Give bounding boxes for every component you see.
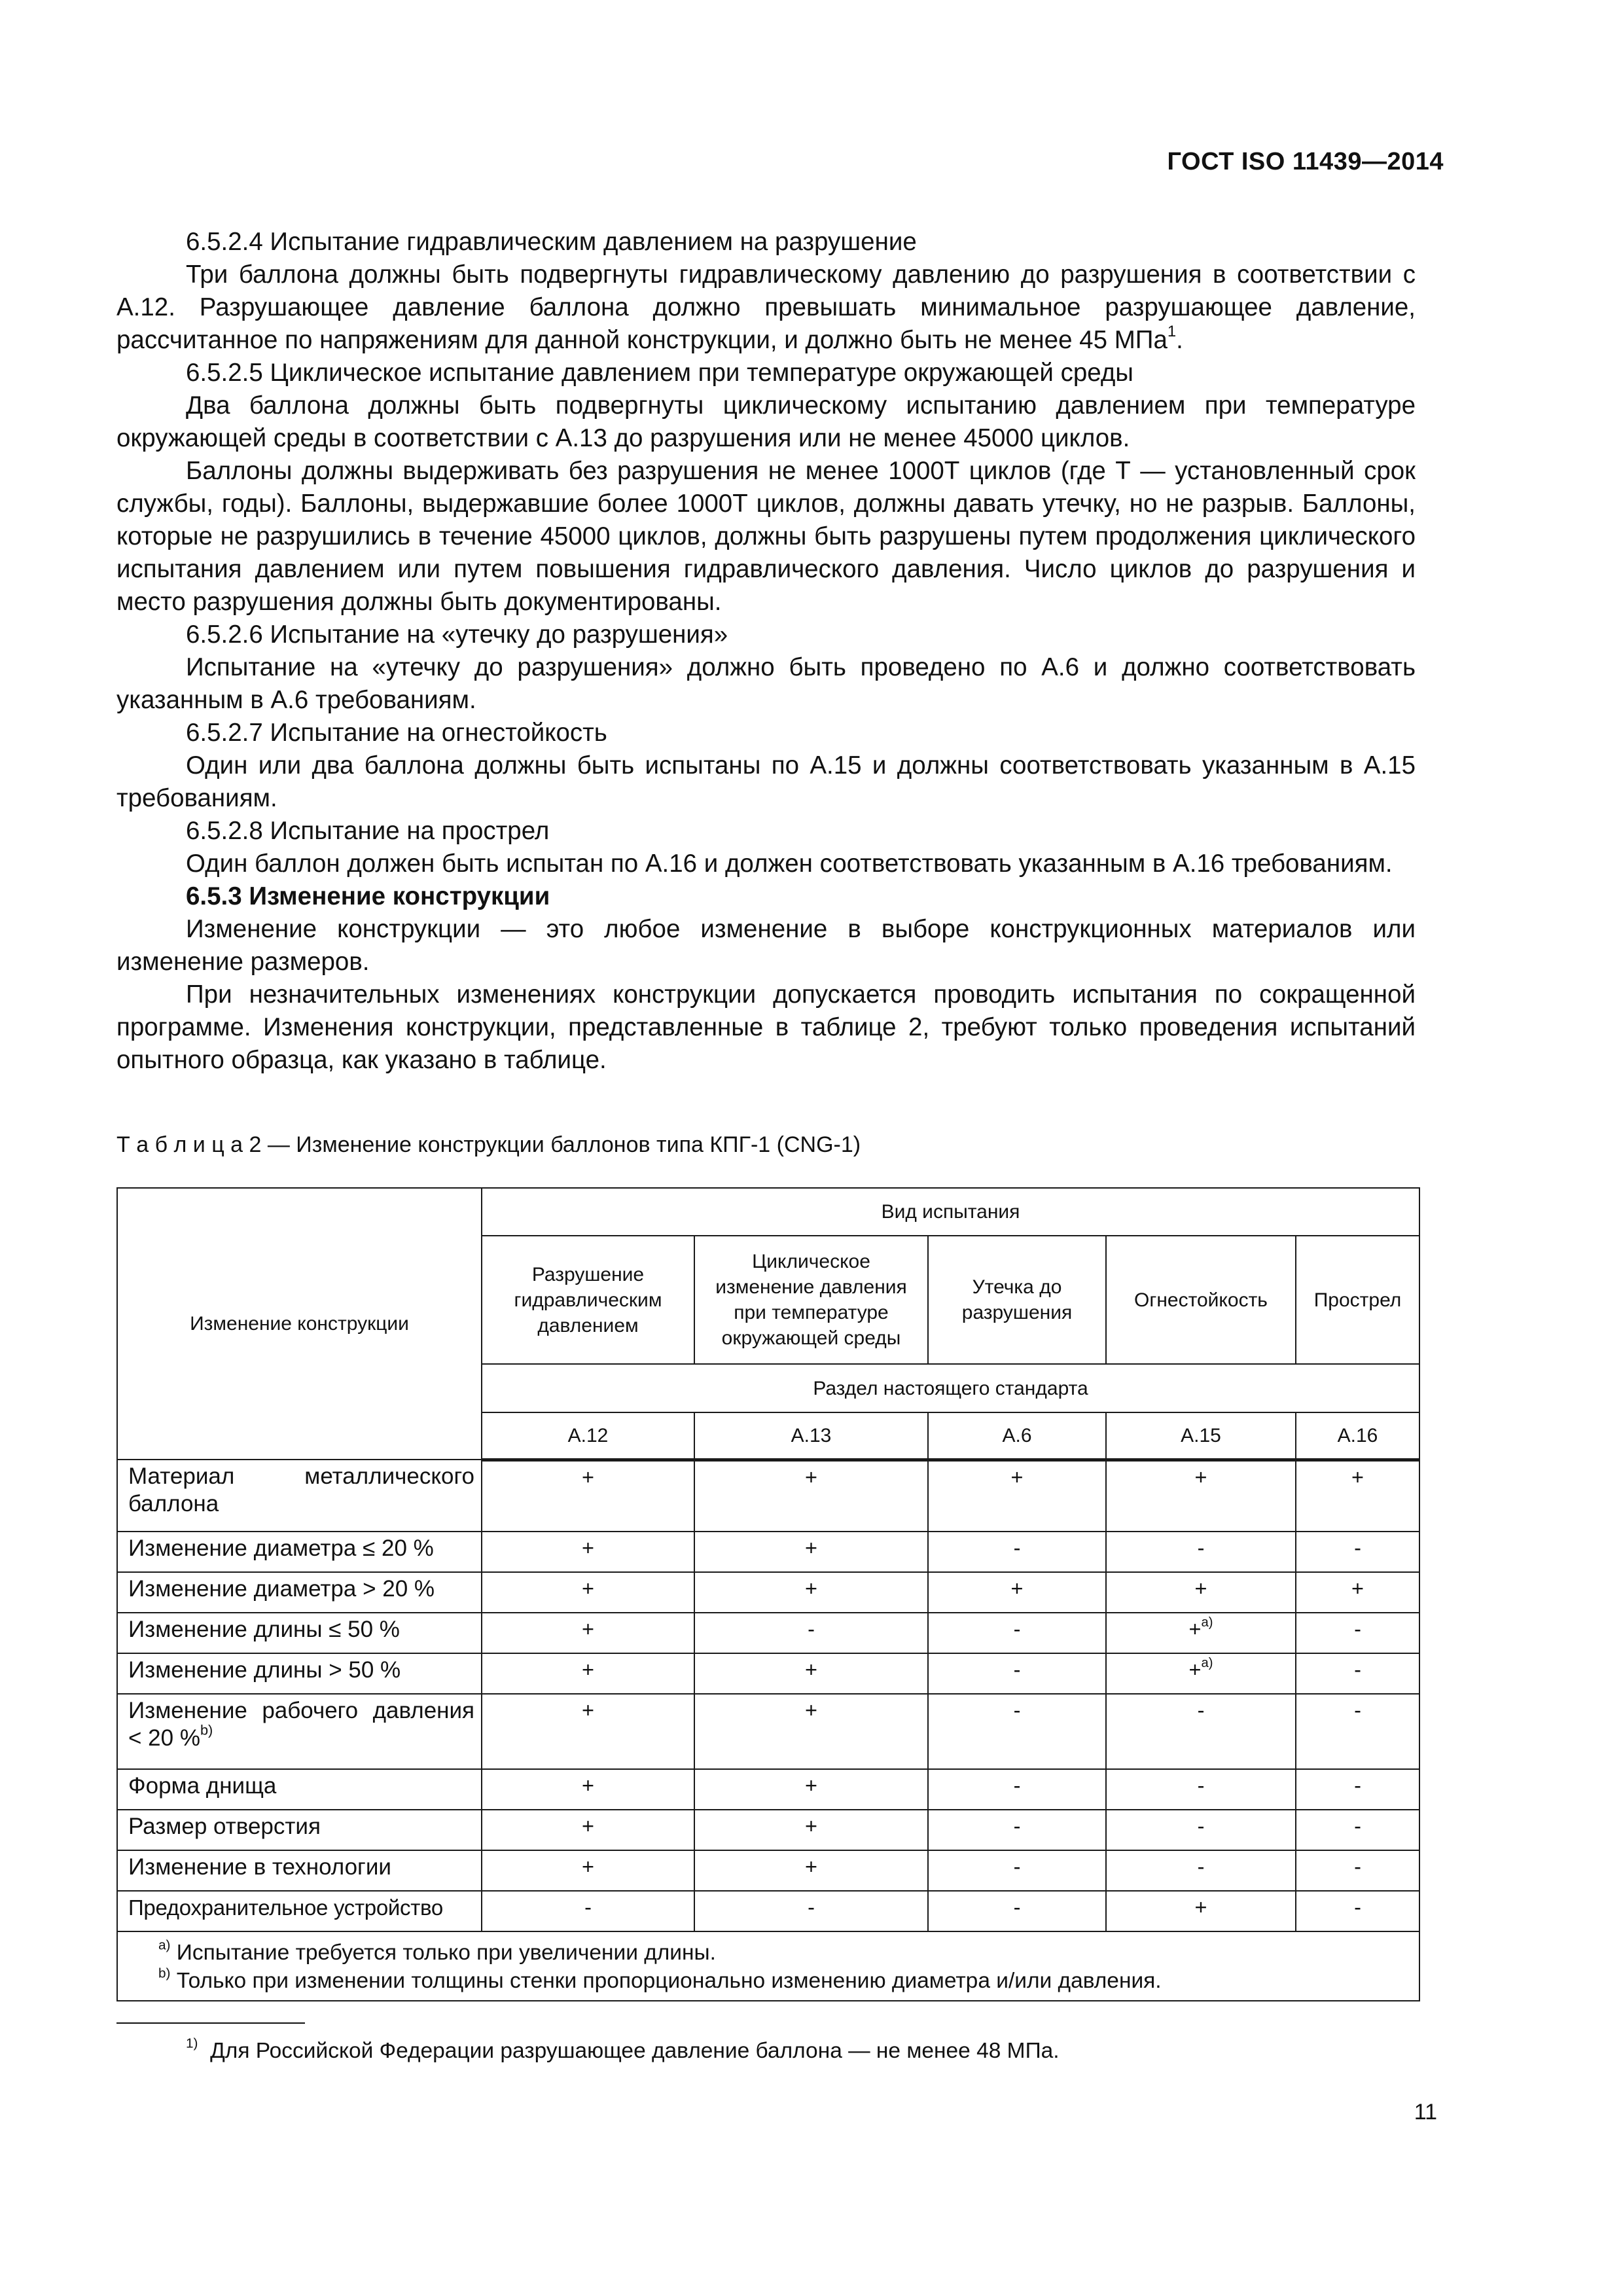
table-row bbox=[117, 1460, 1419, 1532]
paragraph: Испытание на «утечку до разрушения» должно быть проведено по А.6 и должно соответствовать указанным в А.6 требованиям. bbox=[116, 653, 1416, 714]
table-row bbox=[117, 1572, 1419, 1613]
paragraph: Два баллона должны быть подвергнуты циклическому испытанию давлением при температуре окружающей среды в соответствии с А.13 до разрушения или не менее 45000 циклов. bbox=[116, 391, 1416, 452]
table-cell: - bbox=[928, 1810, 1106, 1850]
row-label bbox=[117, 1850, 482, 1891]
row-label-text: Изменение в технологии bbox=[128, 1854, 391, 1880]
table-cell: - bbox=[928, 1891, 1106, 1931]
paragraph bbox=[116, 259, 1416, 357]
paragraph-tail: . bbox=[1176, 326, 1183, 354]
row-label-text: Изменение диаметра > 20 % bbox=[128, 1576, 435, 1602]
table-cell: + bbox=[694, 1850, 928, 1891]
table-cell: - bbox=[928, 1850, 1106, 1891]
row-label-text: Изменение рабочего давления < 20 % bbox=[128, 1698, 474, 1751]
table-cell: +$^{a)}$ bbox=[1106, 1653, 1296, 1694]
section-heading: 6.5.3 Изменение конструкции bbox=[186, 882, 550, 910]
row-label-text: Предохранительное устройство bbox=[128, 1895, 443, 1920]
table-body bbox=[117, 1460, 1419, 1931]
row-header-cell: Изменение конструкции bbox=[117, 1188, 482, 1460]
paragraph: Изменение конструкции — это любое изменение в выборе конструкционных материалов или изменение размеров. bbox=[116, 915, 1416, 976]
table-cell: + bbox=[482, 1694, 694, 1769]
table-cell: + bbox=[1296, 1572, 1419, 1613]
table-cell: + bbox=[482, 1850, 694, 1891]
row-label-text: Изменение длины > 50 % bbox=[128, 1657, 401, 1683]
table-cell: + bbox=[694, 1532, 928, 1572]
footnote bbox=[186, 2037, 1060, 2066]
note-text: Только при изменении толщины стенки пропорционально изменению диаметра и/или давления. bbox=[176, 1969, 1162, 1993]
table-cell: - bbox=[928, 1653, 1106, 1694]
paragraph: При незначительных изменениях конструкции допускается проводить испытания по сокращенной программе. Изменения конструкции, представленные в таблице 2, требуют только проведения испытаний опытного образца, как указано в таблице. bbox=[116, 980, 1416, 1074]
table-cell: - bbox=[928, 1769, 1106, 1810]
row-label bbox=[117, 1810, 482, 1850]
group-header-cell: Вид испытания bbox=[482, 1188, 1419, 1236]
table-cell: + bbox=[482, 1653, 694, 1694]
table-cell: - bbox=[1296, 1532, 1419, 1572]
paragraph: 6.5.2.4 Испытание гидравлическим давлением на разрушение bbox=[186, 228, 917, 256]
row-label-text: Материал металлического баллона bbox=[128, 1463, 474, 1516]
section-ref: А.6 bbox=[928, 1412, 1106, 1460]
table-cell: + bbox=[694, 1810, 928, 1850]
row-label bbox=[117, 1769, 482, 1810]
row-label-text: Форма днища bbox=[128, 1773, 277, 1799]
table-cell: + bbox=[1106, 1572, 1296, 1613]
table-cell: + bbox=[482, 1460, 694, 1532]
section-ref: А.12 bbox=[482, 1412, 694, 1460]
table-cell: + bbox=[694, 1572, 928, 1613]
table-notes bbox=[117, 1931, 1419, 2001]
footnote-mark: 1) bbox=[186, 2036, 198, 2051]
table-cell: + bbox=[1296, 1460, 1419, 1532]
table-cell: + bbox=[694, 1460, 928, 1532]
row-label-note-mark: b) bbox=[200, 1721, 213, 1738]
table-cell: +$^{a)}$ bbox=[1106, 1613, 1296, 1653]
table-cell: + bbox=[694, 1769, 928, 1810]
paragraph-text: Три баллона должны быть подвергнуты гидравлическому давлению до разрушения в соответствии с А.12. Разрушающее давление баллона должно превышать минимальное разрушающее давление, рассчитанное по напряжениям для данной конструкции, и должно быть не менее 45 МПа bbox=[116, 260, 1416, 354]
table-row bbox=[117, 1613, 1419, 1653]
row-label bbox=[117, 1460, 482, 1532]
table-cell: - bbox=[1106, 1694, 1296, 1769]
paragraph: 6.5.2.5 Циклическое испытание давлением при температуре окружающей среды bbox=[186, 359, 1133, 387]
table-cell: + bbox=[482, 1810, 694, 1850]
table-cell: - bbox=[1106, 1769, 1296, 1810]
table-cell: + bbox=[928, 1572, 1106, 1613]
table-row bbox=[117, 1769, 1419, 1810]
paragraph: 6.5.2.8 Испытание на прострел bbox=[186, 817, 550, 845]
table-cell: - bbox=[482, 1891, 694, 1931]
table-cell: - bbox=[1106, 1850, 1296, 1891]
note-mark: b) bbox=[158, 1965, 171, 1981]
row-label bbox=[117, 1653, 482, 1694]
table-cell: + bbox=[1106, 1460, 1296, 1532]
table-cell: - bbox=[694, 1613, 928, 1653]
paragraph: Баллоны должны выдерживать без разрушения не менее 1000Т циклов (где Т — установленный срок службы, годы). Баллоны, выдержавшие более 1000Т циклов, должны давать утечку, но не разрыв. Баллоны, которые не разрушились в течение 45000 циклов, должны быть разрушены путем продолжения циклического испытания давлением или путем повышения гидравлического давления. Число циклов до разрушения и место разрушения должны быть документированы. bbox=[116, 457, 1416, 616]
table-row bbox=[117, 1810, 1419, 1850]
footnote-divider bbox=[116, 2022, 305, 2024]
table-cell: + bbox=[694, 1653, 928, 1694]
table-cell: + bbox=[694, 1694, 928, 1769]
page-number: 11 bbox=[1414, 2100, 1437, 2125]
table-cell: - bbox=[1296, 1653, 1419, 1694]
table-cell: - bbox=[1296, 1891, 1419, 1931]
paragraph: 6.5.2.7 Испытание на огнестойкость bbox=[186, 719, 607, 747]
table-cell: + bbox=[482, 1532, 694, 1572]
section-ref: А.13 bbox=[694, 1412, 928, 1460]
table-cell: + bbox=[1106, 1891, 1296, 1931]
note-mark: a) bbox=[158, 1937, 171, 1953]
table-cell: - bbox=[1296, 1769, 1419, 1810]
section-header-cell: Раздел настоящего стандарта bbox=[482, 1364, 1419, 1412]
table-row bbox=[117, 1694, 1419, 1769]
paragraph: 6.5.2.6 Испытание на «утечку до разрушения» bbox=[186, 620, 728, 649]
table-cell: - bbox=[1296, 1694, 1419, 1769]
column-header: Прострел bbox=[1296, 1236, 1419, 1364]
table-cell: + bbox=[928, 1460, 1106, 1532]
table-cell: + bbox=[482, 1769, 694, 1810]
row-label bbox=[117, 1694, 482, 1769]
footnote-ref: 1 bbox=[1167, 323, 1177, 341]
column-header: Утечка до разрушения bbox=[928, 1236, 1106, 1364]
document-code-header: ГОСТ ISO 11439—2014 bbox=[1167, 148, 1444, 175]
cell-note-mark: a) bbox=[1201, 1615, 1213, 1630]
table-note bbox=[158, 1939, 1407, 1967]
row-label-text: Изменение длины ≤ 50 % bbox=[128, 1617, 400, 1642]
table-cell: - bbox=[1296, 1850, 1419, 1891]
table-cell: - bbox=[928, 1532, 1106, 1572]
table-note bbox=[158, 1967, 1407, 1995]
row-label-text: Размер отверстия bbox=[128, 1814, 321, 1839]
table-cell: - bbox=[1106, 1810, 1296, 1850]
table-cell: - bbox=[1296, 1613, 1419, 1653]
design-change-table bbox=[116, 1187, 1420, 2001]
cell-note-mark: a) bbox=[1201, 1655, 1213, 1670]
row-label bbox=[117, 1572, 482, 1613]
row-label-text: Изменение диаметра ≤ 20 % bbox=[128, 1535, 434, 1561]
row-label bbox=[117, 1613, 482, 1653]
column-header: Циклическое изменение давления при температуре окружающей среды bbox=[694, 1236, 928, 1364]
table-row bbox=[117, 1850, 1419, 1891]
table-row bbox=[117, 1653, 1419, 1694]
table-cell: - bbox=[1296, 1810, 1419, 1850]
table-cell: - bbox=[928, 1613, 1106, 1653]
table-caption: Т а б л и ц а 2 — Изменение конструкции баллонов типа КПГ-1 (CNG-1) bbox=[116, 1132, 861, 1157]
section-ref: А.16 bbox=[1296, 1412, 1419, 1460]
table-cell: - bbox=[694, 1891, 928, 1931]
column-header: Разрушение гидравлическим давлением bbox=[482, 1236, 694, 1364]
paragraph: Один или два баллона должны быть испытаны по А.15 и должны соответствовать указанным в А.15 требованиям. bbox=[116, 751, 1416, 812]
row-label bbox=[117, 1532, 482, 1572]
table-row bbox=[117, 1532, 1419, 1572]
table-cell: - bbox=[928, 1694, 1106, 1769]
table-cell: + bbox=[482, 1613, 694, 1653]
paragraph: Один баллон должен быть испытан по А.16 и должен соответствовать указанным в А.16 требованиям. bbox=[186, 850, 1393, 878]
row-label bbox=[117, 1891, 482, 1931]
column-header: Огнестойкость bbox=[1106, 1236, 1296, 1364]
table-row bbox=[117, 1891, 1419, 1931]
note-text: Испытание требуется только при увеличении длины. bbox=[176, 1941, 716, 1965]
footnote-text: Для Российской Федерации разрушающее давление баллона — не менее 48 МПа. bbox=[210, 2039, 1060, 2063]
section-ref: А.15 bbox=[1106, 1412, 1296, 1460]
table-cell: - bbox=[1106, 1532, 1296, 1572]
table-cell: + bbox=[482, 1572, 694, 1613]
body-text bbox=[116, 226, 1416, 1077]
